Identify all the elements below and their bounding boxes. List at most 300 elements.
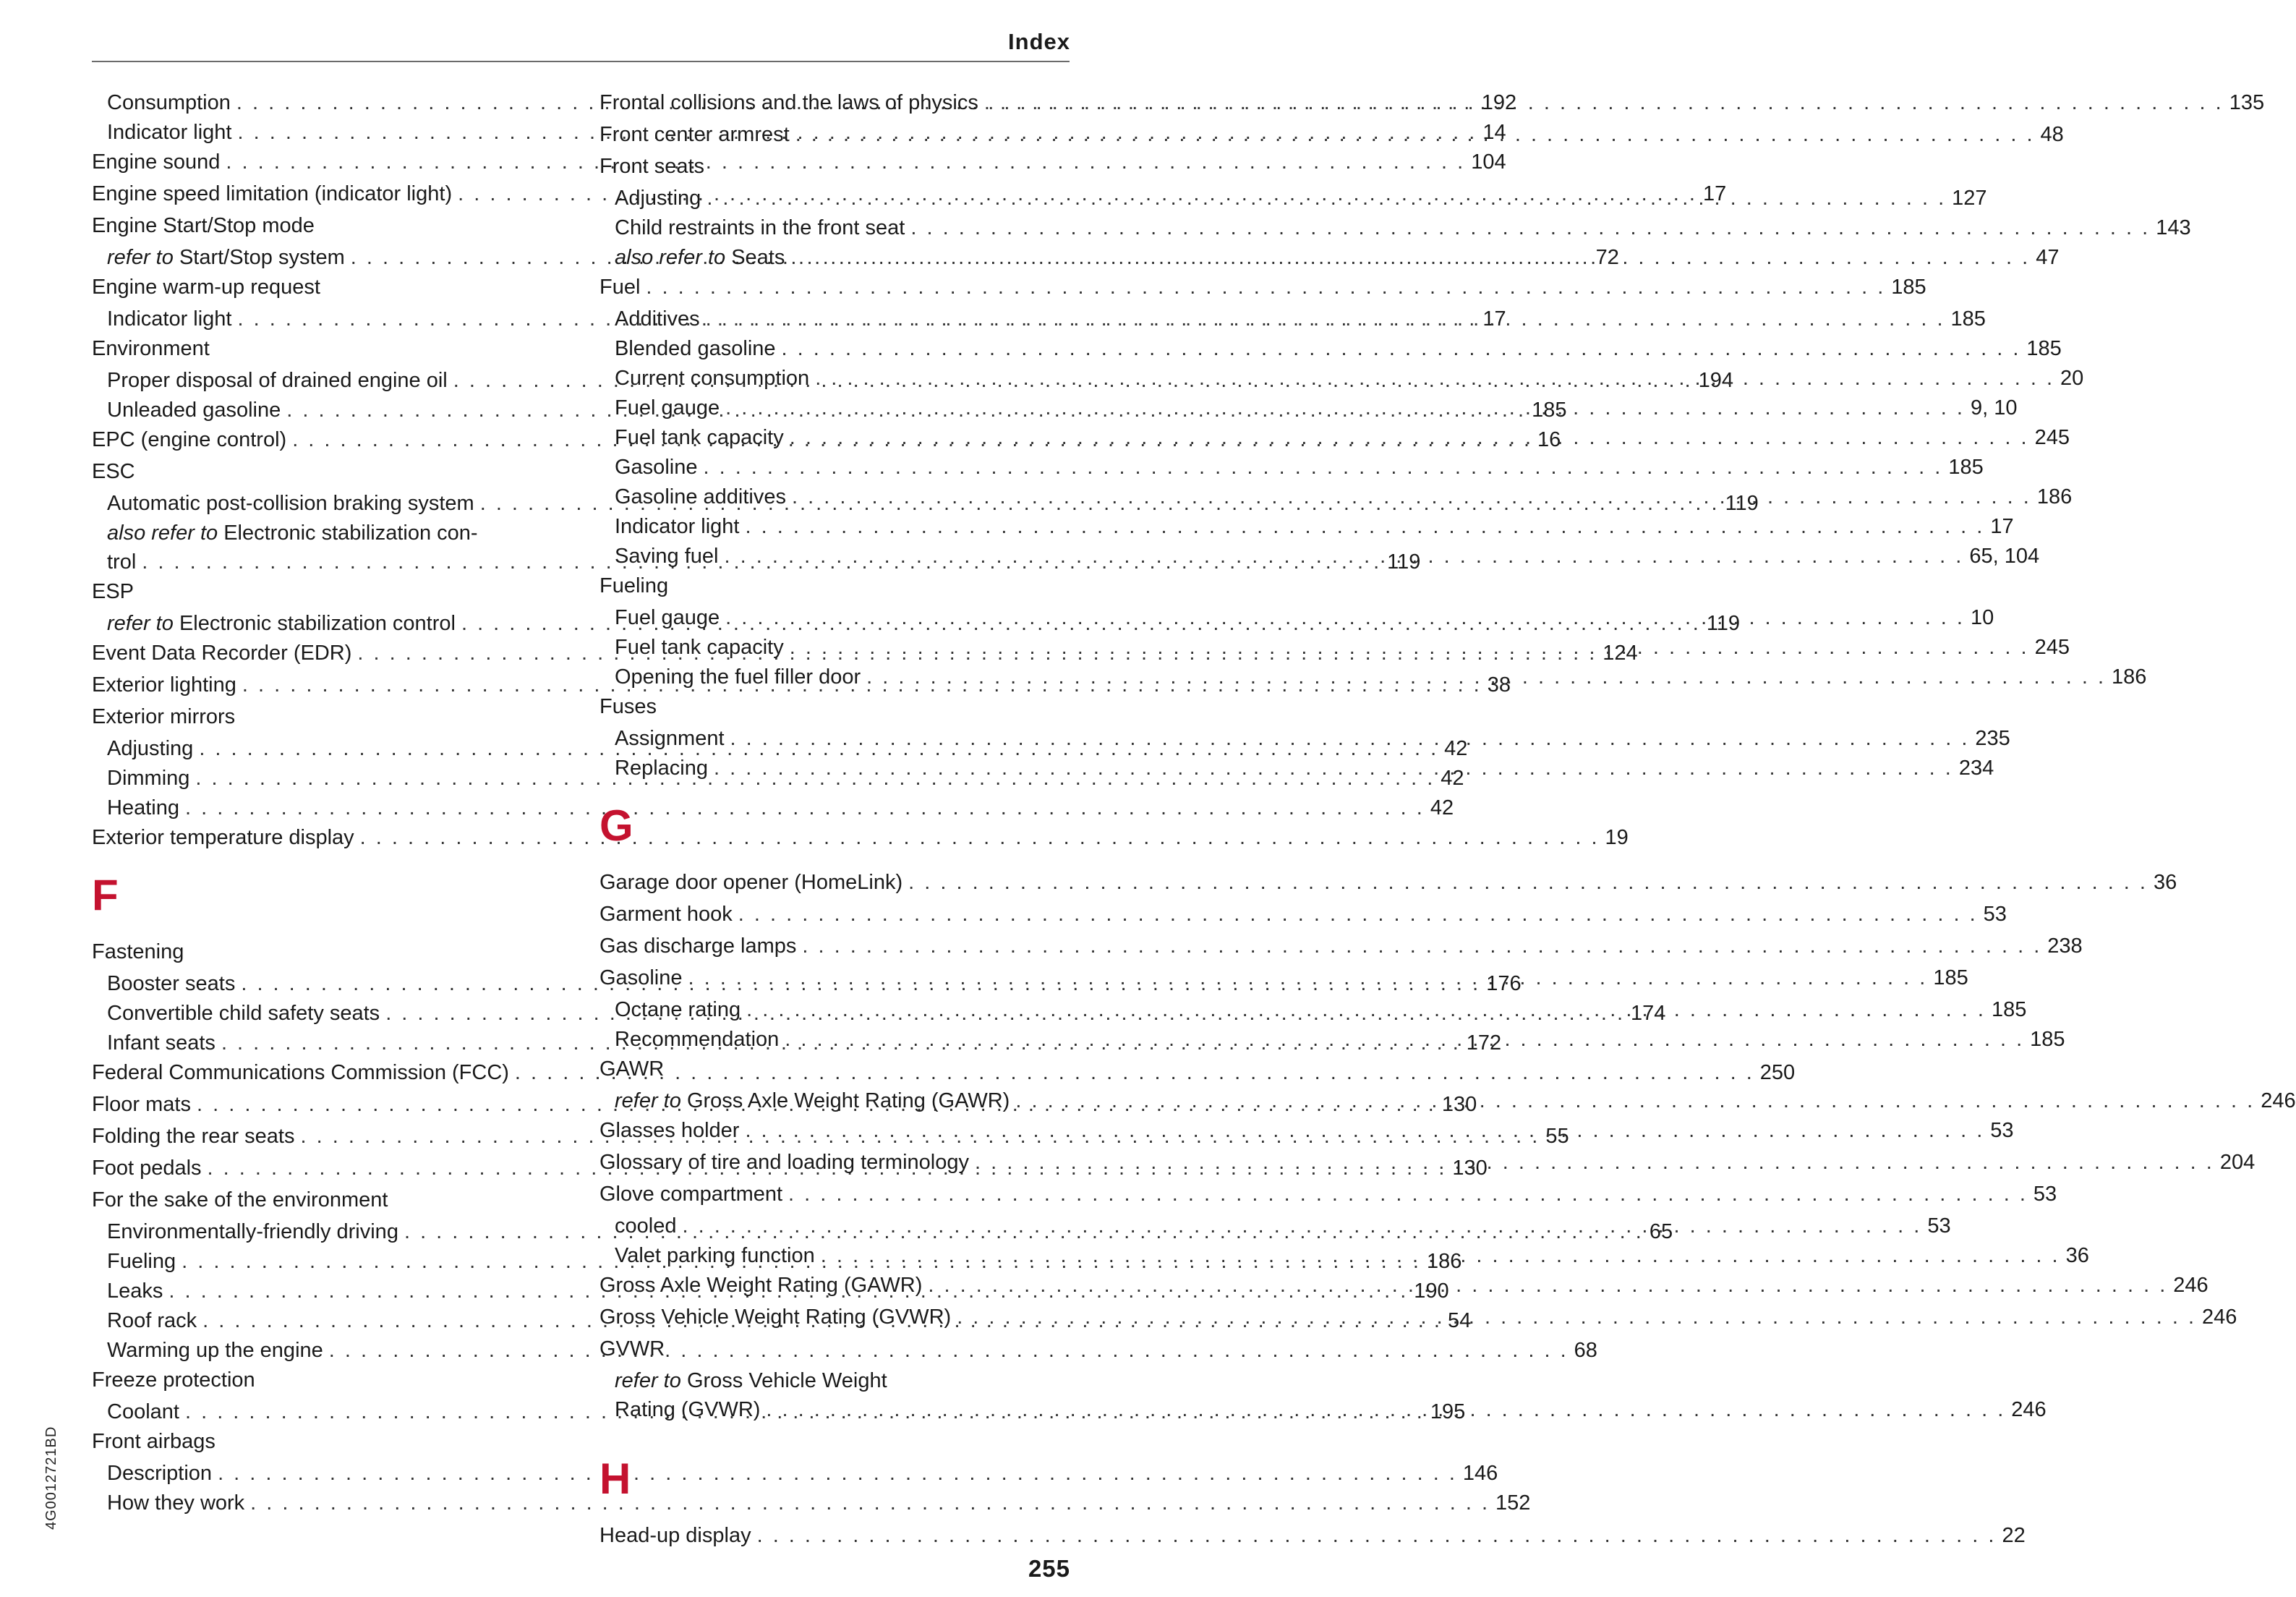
entry-label	[599, 1521, 751, 1550]
entry-text: Convertible child safety seats	[107, 1002, 380, 1025]
leader-dots	[866, 663, 2106, 691]
entry-page: 10	[1970, 606, 1994, 629]
leader-dots	[757, 1521, 1997, 1550]
entry-label	[107, 1029, 215, 1057]
entry-label	[615, 995, 741, 1024]
entry-page: 47	[2036, 246, 2060, 269]
entry-text: Fuel tank capacity	[615, 636, 784, 659]
entry-text: Saving fuel	[615, 545, 719, 568]
entry-label	[92, 1154, 202, 1183]
entry-page: 72	[1595, 246, 1619, 269]
entry-label	[615, 393, 720, 422]
leader-dots	[707, 184, 1946, 213]
entry-page: 245	[2034, 636, 2070, 659]
entry-label	[615, 603, 720, 632]
entry-text: ESC	[92, 460, 135, 483]
entry-page: 9, 10	[1970, 396, 2018, 420]
entry-label	[92, 937, 184, 966]
entry-label	[615, 482, 786, 511]
entry-label	[92, 211, 315, 240]
leader-dots	[788, 1180, 2028, 1209]
entry-page: 53	[1983, 903, 2007, 926]
entry-text: Event Data Recorder (EDR)	[92, 642, 352, 665]
entry-page: 185	[2030, 1028, 2065, 1051]
entry-text: Fueling	[107, 1250, 176, 1273]
entry-text: Heating	[107, 796, 179, 819]
entry-page: 186	[1426, 1250, 1462, 1273]
index-entry	[92, 577, 560, 606]
entry-label	[615, 1241, 815, 1270]
entry-page: 42	[1430, 796, 1454, 819]
index-entry	[599, 1180, 2057, 1209]
index-entry	[599, 900, 2007, 929]
entry-label	[92, 1185, 388, 1214]
leader-dots	[790, 633, 2029, 662]
entry-text: Booster seats	[107, 972, 236, 995]
entry-page: 17	[1990, 515, 2014, 538]
entry-label	[107, 764, 189, 793]
entry-label	[615, 364, 809, 393]
index-entry	[92, 334, 560, 363]
entry-label	[615, 1086, 1010, 1115]
entry-label	[599, 868, 902, 897]
entry-page: 194	[1698, 369, 1734, 392]
entry-label	[599, 1271, 922, 1300]
entry-label	[599, 1055, 664, 1083]
page-number: 255	[1028, 1555, 1070, 1582]
entry-text: Octane rating	[615, 998, 741, 1021]
entry-label	[599, 1334, 665, 1363]
entry-page: 174	[1631, 1002, 1666, 1025]
entry-text: Indicator light	[615, 515, 740, 538]
entry-label	[92, 148, 220, 176]
entry-text: Front airbags	[92, 1430, 215, 1453]
entry-text: Gross Vehicle Weight	[686, 1369, 887, 1392]
entry-text: Child restraints in the front seat	[615, 216, 905, 239]
entry-page: 185	[2026, 337, 2062, 360]
entry-label	[615, 542, 719, 571]
entry-label	[599, 692, 657, 721]
entry-page: 246	[2202, 1306, 2237, 1329]
entry-text: Gross Vehicle Weight Rating (GVWR)	[599, 1306, 952, 1329]
entry-text: GAWR	[599, 1057, 665, 1081]
entry-text: Environmentally-friendly driving	[107, 1220, 398, 1243]
entry-page: 65, 104	[1969, 545, 2040, 568]
entry-page: 186	[2112, 665, 2147, 689]
leader-dots	[790, 423, 2029, 452]
entry-label	[615, 663, 861, 691]
entry-page: 17	[1482, 307, 1506, 331]
leader-dots	[646, 273, 1885, 302]
entry-label	[107, 396, 281, 425]
entry-label	[92, 1058, 509, 1087]
entry-label	[107, 999, 380, 1028]
entry-label	[107, 88, 231, 117]
entry-text: Floor mats	[92, 1093, 191, 1116]
index-entry	[599, 1521, 2026, 1550]
index-entry	[599, 571, 1070, 600]
entry-page: 53	[2033, 1183, 2057, 1206]
entry-text: Exterior temperature display	[92, 826, 354, 849]
entry-label	[615, 305, 700, 333]
entry-page: 68	[1574, 1339, 1597, 1362]
entry-label	[599, 88, 978, 117]
entry-page: 185	[1948, 456, 1984, 479]
entry-label	[599, 963, 682, 992]
entry-text: Automatic post-collision braking system	[107, 492, 474, 515]
entry-page: 42	[1441, 767, 1464, 790]
index-entry	[599, 453, 1984, 482]
index-entry	[92, 823, 1629, 852]
entry-page: 185	[1891, 276, 1926, 299]
entry-page: 176	[1486, 972, 1522, 995]
entry-label	[92, 457, 135, 486]
entry-text: Rating (GVWR)	[615, 1398, 761, 1421]
entry-text: Valet parking function	[615, 1244, 815, 1267]
entry-text: Recommendation	[615, 1028, 780, 1051]
entry-page: 17	[1702, 182, 1727, 205]
entry-text: Electronic stabilization control	[179, 612, 456, 635]
entry-label	[92, 1122, 294, 1151]
entry-page: 65	[1649, 1220, 1673, 1243]
entry-label	[107, 118, 232, 147]
entry-page: 36	[2065, 1244, 2089, 1267]
entry-page: 234	[1958, 757, 1994, 780]
entry-page: 185	[1950, 307, 1986, 331]
leader-dots	[782, 334, 2021, 363]
document-code: 4G0012721BD	[43, 1426, 59, 1530]
entry-page: 104	[1471, 150, 1506, 174]
entry-text: Gross Axle Weight Rating (GAWR)	[686, 1089, 1010, 1112]
index-entry	[92, 793, 1454, 822]
entry-prefix: also refer to	[615, 246, 726, 269]
entry-label	[615, 213, 905, 242]
leader-dots	[688, 963, 1927, 992]
entry-page: 130	[1441, 1093, 1477, 1116]
entry-text: Exterior mirrors	[92, 705, 236, 728]
section-letter-f: F	[92, 871, 119, 919]
entry-label	[599, 1116, 739, 1145]
entry-text: Electronic stabilization con-	[223, 521, 478, 545]
entry-page: 53	[1990, 1119, 2014, 1142]
index-entry	[599, 273, 1926, 302]
index-entry	[92, 211, 560, 240]
index-entry	[92, 702, 560, 731]
entry-page: 185	[1933, 966, 1968, 989]
entry-group-h	[599, 1521, 2026, 1550]
entry-text: Current consumption	[615, 367, 810, 390]
index-entry	[599, 932, 2083, 961]
entry-label	[107, 734, 193, 763]
leader-dots	[790, 243, 2030, 272]
entry-label	[599, 900, 733, 929]
entry-page: 48	[2040, 123, 2064, 146]
entry-text: Gross Axle Weight Rating (GAWR)	[599, 1274, 923, 1297]
entry-page: 186	[2036, 485, 2073, 508]
leader-dots	[802, 932, 2041, 961]
entry-text: Fueling	[599, 574, 669, 597]
index-entry	[92, 1427, 560, 1456]
entry-label	[599, 152, 704, 181]
entry-text: Glasses holder	[599, 1119, 740, 1142]
entry-label	[107, 969, 235, 998]
entry-text: Warming up the engine	[107, 1339, 323, 1362]
entry-page: 54	[1447, 1309, 1472, 1332]
entry-page: 130	[1452, 1157, 1488, 1180]
entry-text: GVWR	[599, 1337, 665, 1360]
entry-label	[615, 754, 708, 783]
entry-label	[92, 1427, 215, 1456]
entry-prefix: refer to	[615, 1089, 681, 1112]
leader-dots	[730, 724, 1970, 753]
entry-label	[615, 243, 785, 272]
index-entry	[92, 1489, 1531, 1517]
entry-text: Adjusting	[107, 737, 194, 760]
entry-page: 119	[1706, 612, 1741, 635]
entry-text: Coolant	[107, 1400, 179, 1423]
entry-prefix: also refer to	[107, 521, 218, 545]
entry-page: 22	[2002, 1524, 2026, 1547]
entry-text: Garment hook	[599, 903, 733, 926]
entry-page: 172	[1466, 1031, 1502, 1055]
entry-text: Adjusting	[615, 187, 701, 210]
entry-page: 143	[2156, 216, 2191, 239]
entry-text: Roof rack	[107, 1309, 197, 1332]
entry-text: Leaks	[107, 1279, 163, 1303]
entry-text: Engine speed limitation (indicator light)	[92, 182, 453, 205]
leader-dots	[957, 1303, 2196, 1332]
entry-text: Assignment	[615, 727, 725, 750]
header-rule	[92, 61, 1070, 62]
entry-text: Foot pedals	[92, 1157, 202, 1180]
entry-page: 127	[1952, 187, 1987, 210]
section-letter-h: H	[599, 1455, 631, 1503]
entry-page: 135	[2229, 91, 2265, 114]
entry-label	[615, 633, 784, 662]
leader-dots	[815, 364, 2054, 393]
leader-dots	[1015, 1086, 2255, 1115]
entry-page: 124	[1602, 642, 1638, 665]
entry-page: 235	[1975, 727, 2010, 750]
leader-dots	[738, 900, 1978, 929]
entry-label	[107, 1277, 163, 1306]
entry-label	[599, 571, 668, 600]
entry-label	[615, 453, 697, 482]
entry-label	[615, 423, 784, 452]
leader-dots	[766, 1395, 2005, 1424]
entry-text: Garage door opener (HomeLink)	[599, 871, 903, 894]
entry-label	[615, 334, 776, 363]
entry-text: Seats	[731, 246, 785, 269]
entry-text: Gasoline	[615, 456, 698, 479]
entry-label	[107, 305, 232, 333]
entry-text: Fuel tank capacity	[615, 426, 784, 449]
entry-label	[599, 932, 796, 961]
entry-label	[599, 273, 640, 302]
leader-dots	[792, 482, 2031, 511]
leader-dots	[821, 1241, 2060, 1270]
entry-page: 20	[2060, 367, 2084, 390]
entry-page: 42	[1444, 737, 1468, 760]
entry-text: How they work	[107, 1491, 245, 1515]
leader-dots	[908, 868, 2148, 897]
leader-dots	[910, 213, 2150, 242]
entry-page: 204	[2219, 1151, 2256, 1174]
leader-dots	[703, 453, 1942, 482]
entry-page: 38	[1487, 673, 1511, 697]
leader-dots	[795, 120, 2035, 149]
entry-label	[107, 489, 474, 518]
leader-dots	[714, 754, 1953, 783]
index-entry	[599, 334, 2062, 363]
leader-dots	[785, 1025, 2024, 1054]
entry-label	[92, 823, 354, 852]
entry-text: Federal Communications Commission (FCC)	[92, 1061, 509, 1084]
leader-dots	[928, 1271, 2167, 1300]
section-letter-g: G	[599, 801, 633, 850]
entry-page: 238	[2047, 934, 2083, 958]
entry-text: Glove compartment	[599, 1183, 783, 1206]
entry-label	[107, 1397, 179, 1426]
entry-text: Indicator light	[107, 307, 232, 331]
entry-text: Fuses	[599, 695, 657, 718]
entry-page: 36	[2153, 871, 2177, 894]
entry-label	[615, 724, 725, 753]
entry-text: Glossary of tire and loading terminology	[599, 1151, 969, 1174]
leader-dots	[682, 1211, 1921, 1240]
entry-page: 246	[2011, 1398, 2047, 1421]
entry-text: Engine Start/Stop mode	[92, 214, 315, 237]
entry-text: Replacing	[615, 757, 708, 780]
entry-text: Freeze protection	[92, 1368, 255, 1392]
entry-label	[615, 1025, 779, 1054]
entry-text: Start/Stop system	[179, 246, 345, 269]
entry-label	[107, 1489, 244, 1517]
entry-text: Fuel	[599, 276, 641, 299]
entry-page: 152	[1495, 1491, 1531, 1515]
leader-dots	[725, 603, 1965, 632]
entry-label	[107, 793, 179, 822]
entry-text: Description	[107, 1462, 213, 1485]
leader-dots	[984, 88, 2224, 117]
entry-text: Fuel gauge	[615, 396, 720, 420]
entry-text: Proper disposal of drained engine oil	[107, 369, 448, 392]
index-entry	[599, 213, 2191, 242]
entry-text: cooled	[615, 1214, 677, 1238]
entry-label	[107, 366, 448, 395]
entry-text: Gasoline	[599, 966, 683, 989]
index-entry	[92, 1366, 560, 1394]
entry-label	[107, 609, 456, 638]
entry-label	[92, 639, 351, 668]
leader-dots	[746, 995, 1986, 1024]
leader-dots	[745, 1116, 1984, 1145]
entry-label	[107, 243, 345, 272]
entry-text: Frontal collisions and the laws of physics	[599, 91, 978, 114]
entry-label	[615, 184, 701, 213]
index-entry	[599, 1334, 1070, 1363]
entry-label	[107, 1459, 212, 1488]
entry-page: 246	[2173, 1274, 2208, 1297]
entry-page: 192	[1481, 91, 1517, 114]
index-entry	[599, 692, 1070, 721]
entry-text: For the sake of the environment	[92, 1188, 388, 1211]
entry-text: trol	[107, 550, 137, 574]
entry-text: Dimming	[107, 767, 190, 790]
entry-text: Additives	[615, 307, 700, 331]
entry-page: 55	[1545, 1125, 1569, 1148]
entry-page: 185	[1991, 998, 2027, 1021]
index-entry	[92, 937, 560, 966]
index-entry	[599, 1055, 1070, 1083]
entry-text: Engine warm-up request	[92, 276, 320, 299]
entry-label	[92, 334, 210, 363]
entry-page: 19	[1605, 826, 1629, 849]
index-entry	[92, 1459, 1498, 1488]
entry-text: EPC (engine control)	[92, 428, 287, 451]
index-entry	[92, 273, 560, 302]
entry-text: Front seats	[599, 155, 705, 178]
entry-label	[615, 1211, 676, 1240]
entry-label	[92, 179, 452, 208]
leader-dots	[746, 512, 1985, 541]
entry-label	[92, 1366, 255, 1394]
entry-page: 245	[2034, 426, 2070, 449]
entry-page: 53	[1927, 1214, 1951, 1238]
entry-text: Gasoline additives	[615, 485, 786, 508]
entry-text: Engine sound	[92, 150, 221, 174]
entry-text: ESP	[92, 580, 135, 603]
page-header-title: Index	[1008, 29, 1070, 54]
entry-page: 119	[1387, 550, 1421, 574]
entry-page: 190	[1414, 1279, 1449, 1303]
entry-text: Fastening	[92, 940, 184, 963]
entry-page: 246	[2261, 1089, 2296, 1112]
entry-label	[107, 1336, 323, 1365]
leader-dots	[725, 393, 1965, 422]
entry-label	[92, 1090, 191, 1119]
entry-text: Environment	[92, 337, 210, 360]
leader-dots	[975, 1148, 2214, 1177]
entry-page: 16	[1537, 428, 1561, 451]
entry-label	[615, 512, 740, 541]
entry-label	[92, 670, 236, 699]
entry-text: Gas discharge lamps	[599, 934, 797, 958]
entry-text: Blended gasoline	[615, 337, 776, 360]
entry-prefix: refer to	[615, 1369, 681, 1392]
entry-text: Fuel gauge	[615, 606, 720, 629]
index-entry	[599, 152, 1070, 181]
leader-dots	[725, 542, 1964, 571]
entry-text: Infant seats	[107, 1031, 215, 1055]
entry-text: Front center armrest	[599, 123, 790, 146]
entry-page: 14	[1482, 121, 1506, 144]
entry-label	[107, 1306, 197, 1335]
entry-text: Head-up display	[599, 1524, 751, 1547]
entry-text: Unleaded gasoline	[107, 399, 281, 422]
entry-label	[599, 120, 790, 149]
entry-page: 250	[1759, 1061, 1796, 1084]
entry-label	[599, 1303, 951, 1332]
entry-label	[92, 702, 235, 731]
entry-prefix: refer to	[107, 246, 174, 269]
entry-page: 185	[1532, 399, 1567, 422]
entry-label	[92, 273, 320, 302]
entry-text: Exterior lighting	[92, 673, 236, 697]
entry-prefix: refer to	[107, 612, 174, 635]
entry-text: Folding the rear seats	[92, 1125, 295, 1148]
entry-label	[599, 1180, 782, 1209]
